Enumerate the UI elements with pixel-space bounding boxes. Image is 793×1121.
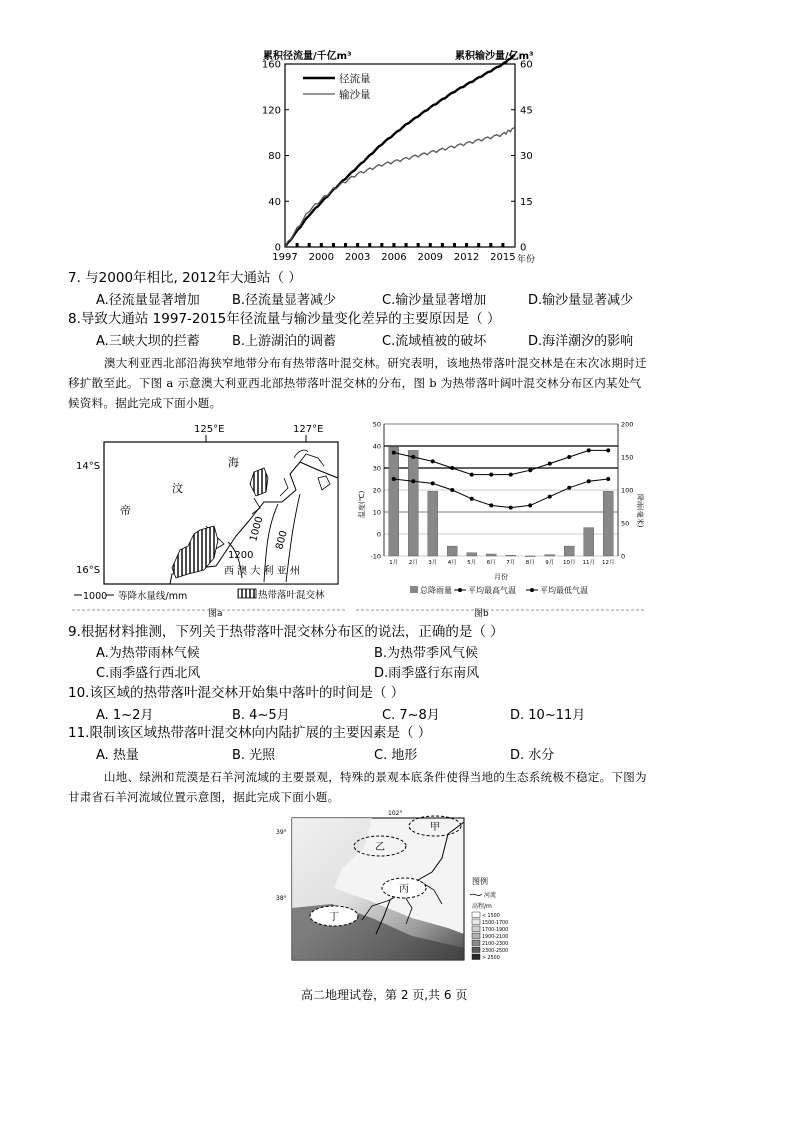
month-label: 11月 xyxy=(582,560,595,566)
annual-bar xyxy=(429,243,432,247)
lat-14: 14°S xyxy=(76,461,101,472)
isohyet-label-1000: 1000 xyxy=(248,515,266,543)
elev-swatch xyxy=(472,940,480,946)
annual-bar xyxy=(320,243,323,247)
month-label: 8月 xyxy=(525,560,535,566)
q10-option-b[interactable]: B. 4~5月 xyxy=(232,708,290,723)
right-tick-label: 30 xyxy=(520,151,533,162)
annual-bar xyxy=(380,243,383,247)
annual-bar xyxy=(477,243,480,247)
climate-chart xyxy=(356,418,646,618)
intro1-line2: 移扩散至此。下图 a 示意澳大利亚西北部热带落叶混交林的分布，图 b 为热带落叶阔叶混交林分布区内某处气 xyxy=(68,376,642,390)
annual-bar xyxy=(332,243,335,247)
rain-bar xyxy=(428,491,438,556)
min-temp-point xyxy=(392,477,396,481)
intro2-line1: 山地、绿洲和荒漠是石羊河流域的主要景观，特殊的景观本底条件使得当地的生态系统极不稳定。下图为 xyxy=(104,770,647,784)
max-temp-point xyxy=(489,473,493,477)
q7-stem: 7. 与2000年相比, 2012年大通站（ ） xyxy=(68,270,302,286)
q7-option-c[interactable]: C.输沙量显著增加 xyxy=(382,293,487,308)
caption-b: 图b xyxy=(474,609,489,618)
sea-label-3: 帝 xyxy=(120,504,131,517)
label-jia: 甲 xyxy=(430,822,440,833)
q9-option-b[interactable]: B.为热带季风气候 xyxy=(374,646,479,661)
month-label: 10月 xyxy=(563,560,576,566)
annual-bar xyxy=(344,243,347,247)
left-tick-label: 30 xyxy=(372,464,381,473)
map-a xyxy=(68,418,350,618)
q8-option-d[interactable]: D.海洋潮汐的影响 xyxy=(528,334,634,349)
legend-river-swatch xyxy=(470,894,482,895)
month-label: 12月 xyxy=(602,560,615,566)
max-temp-point xyxy=(587,448,591,452)
month-label: 4月 xyxy=(447,560,457,566)
right-tick-label: 0 xyxy=(520,242,527,254)
elev-class-label: 1700-1900 xyxy=(482,928,509,933)
q10-option-d[interactable]: D. 10~11月 xyxy=(510,708,586,723)
left-tick-label: 120 xyxy=(261,105,281,117)
x-tick-label: 2006 xyxy=(381,252,407,263)
annual-bar xyxy=(308,243,311,247)
rain-bar xyxy=(389,447,399,556)
month-label: 2月 xyxy=(408,560,418,566)
elev-class-label: 1500-1700 xyxy=(482,921,509,926)
right-tick-label: 60 xyxy=(520,59,533,71)
elev-class-label: > 2500 xyxy=(482,956,500,961)
lat-38: 38° xyxy=(276,895,287,902)
q9-option-a[interactable]: A.为热带雨林气候 xyxy=(96,646,200,661)
caption-a: 图a xyxy=(208,609,223,618)
left-axis-title: 累积径流量/千亿m³ xyxy=(263,51,352,62)
sea-label-1: 海 xyxy=(228,456,239,469)
elev-swatch xyxy=(472,947,480,953)
rain-bar xyxy=(545,555,555,556)
elev-class-label: < 1500 xyxy=(482,914,500,919)
legend-rain-swatch xyxy=(410,586,418,593)
q11-stem: 11.限制该区域热带落叶混交林向内陆扩展的主要因素是（ ） xyxy=(68,725,432,741)
page-footer: 高二地理试卷，第 2 页,共 6 页 xyxy=(301,988,468,1002)
annual-bar xyxy=(368,243,371,247)
chart2-right-title: 降雨(毫米) xyxy=(636,494,644,528)
rain-bar xyxy=(564,546,574,556)
q7-option-b[interactable]: B.径流量显著减少 xyxy=(232,293,337,308)
legend-max-temp: 平均最高气温 xyxy=(468,586,516,595)
lon-127: 127°E xyxy=(293,424,324,435)
x-axis-suffix: 年份 xyxy=(517,255,536,265)
sediment-line xyxy=(285,128,515,247)
rain-bar xyxy=(525,556,535,557)
left-tick-label: 160 xyxy=(261,59,281,71)
left-tick-label: 40 xyxy=(372,442,381,451)
right-tick-label: 45 xyxy=(520,105,533,117)
x-tick-label: 2000 xyxy=(308,252,335,263)
x-tick-label: 2003 xyxy=(344,252,371,263)
q10-option-a[interactable]: A. 1~2月 xyxy=(96,708,154,723)
intro1-line3: 候资料。据此完成下面小题。 xyxy=(68,396,222,410)
legend-forest-swatch xyxy=(238,589,256,598)
q7-option-d[interactable]: D.输沙量显著减少 xyxy=(528,293,634,308)
q9-option-d[interactable]: D.雨季盛行东南风 xyxy=(374,666,480,681)
right-tick-label: 0 xyxy=(621,552,626,561)
max-temp-point xyxy=(450,466,454,470)
min-temp-point xyxy=(470,497,474,501)
max-temp-line xyxy=(394,450,609,474)
elev-swatch xyxy=(472,933,480,939)
annual-bar xyxy=(489,243,492,247)
lat-39: 39° xyxy=(276,829,287,836)
legend-isohyet: 等降水量线/mm xyxy=(118,591,188,602)
intro1-line1: 澳大利亚西北部沿海狭窄地带分布有热带落叶混交林。研究表明，该地热带落叶混交林是在末次冰期时迁 xyxy=(104,356,647,370)
x-tick-label: 1997 xyxy=(272,252,298,263)
right-tick-label: 100 xyxy=(621,486,634,495)
right-tick-label: 15 xyxy=(520,196,533,208)
annual-bar xyxy=(465,243,468,247)
annual-bar xyxy=(501,243,504,247)
annual-bar xyxy=(356,243,359,247)
right-axis-title: 累积输沙量/亿m³ xyxy=(455,51,534,62)
legend-runoff: 径流量 xyxy=(339,73,371,85)
x-tick-label: 2012 xyxy=(453,252,480,263)
shiyang-map xyxy=(272,808,524,968)
max-temp-point xyxy=(431,459,435,463)
left-tick-label: 0 xyxy=(274,242,281,254)
isohyet-label-1200: 1200 xyxy=(228,550,254,561)
left-tick-label: -10 xyxy=(370,552,381,561)
x-tick-label: 2015 xyxy=(490,252,516,263)
left-tick-label: 80 xyxy=(268,151,281,162)
region-label: 西 澳 大 利 亚 州 xyxy=(224,566,300,577)
elev-swatch xyxy=(472,919,480,925)
max-temp-point xyxy=(548,462,552,466)
q8-stem: 8.导致大通站 1997-2015年径流量与输沙量变化差异的主要原因是（ ） xyxy=(68,311,501,327)
q11-option-c[interactable]: C. 地形 xyxy=(374,748,418,763)
min-temp-point xyxy=(528,503,532,507)
q9-option-c[interactable]: C.雨季盛行西北风 xyxy=(96,666,201,681)
label-yi: 乙 xyxy=(375,842,385,853)
month-label: 7月 xyxy=(506,560,516,566)
chart2-xlabel: 月份 xyxy=(494,573,508,581)
q8-option-a[interactable]: A.三峡大坝的拦蓄 xyxy=(96,334,200,349)
max-temp-point xyxy=(567,455,571,459)
min-temp-point xyxy=(489,503,493,507)
q10-option-c[interactable]: C. 7~8月 xyxy=(382,708,440,723)
x-tick-label: 2009 xyxy=(417,252,443,263)
q11-option-d[interactable]: D. 水分 xyxy=(510,748,555,763)
min-temp-point xyxy=(450,488,454,492)
runoff-line xyxy=(285,55,515,247)
legend-elev: 高程/m xyxy=(472,903,492,910)
annual-bar xyxy=(417,243,420,247)
month-label: 9月 xyxy=(545,560,555,566)
annual-bar xyxy=(392,243,395,247)
q9-stem: 9.根据材料推测，下列关于热带落叶混交林分布区的说法，正确的是（ ） xyxy=(68,624,504,640)
rain-bar xyxy=(408,450,418,556)
max-temp-point xyxy=(606,448,610,452)
min-temp-point xyxy=(411,479,415,483)
min-temp-point xyxy=(567,486,571,490)
left-tick-label: 0 xyxy=(376,530,381,539)
max-temp-point xyxy=(528,468,532,472)
max-temp-point xyxy=(392,451,396,455)
right-tick-label: 50 xyxy=(621,519,630,528)
annual-bar xyxy=(441,243,444,247)
month-label: 1月 xyxy=(389,560,399,566)
max-temp-point xyxy=(509,473,513,477)
min-temp-point xyxy=(548,495,552,499)
legend-min-temp: 平均最低气温 xyxy=(540,586,588,595)
month-label: 3月 xyxy=(428,560,438,566)
elev-class-label: 2300-2500 xyxy=(482,949,509,954)
rain-bar xyxy=(467,553,477,556)
rain-bar xyxy=(603,491,613,556)
annual-bar xyxy=(405,243,408,247)
plot-frame xyxy=(285,64,515,247)
legend-rain: 总降雨量 xyxy=(420,586,452,595)
right-tick-label: 200 xyxy=(621,420,634,429)
lon-125: 125°E xyxy=(194,424,225,435)
label-bing: 丙 xyxy=(399,884,409,895)
left-tick-label: 10 xyxy=(372,508,381,517)
annual-bar xyxy=(453,243,456,247)
chart2-left-title: 温度(℃) xyxy=(358,490,366,518)
legend-river: 河流 xyxy=(484,892,497,899)
lon-102: 102° xyxy=(388,810,403,817)
min-temp-line xyxy=(394,479,609,508)
elev-swatch xyxy=(472,954,480,960)
rain-bar xyxy=(486,554,496,556)
left-tick-label: 40 xyxy=(268,196,281,208)
month-label: 5月 xyxy=(467,560,477,566)
elev-class-label: 1900-2100 xyxy=(482,935,509,940)
legend-forest: 热带落叶混交林 xyxy=(258,590,325,601)
isohyet-label-800: 800 xyxy=(274,529,290,551)
q8-option-b[interactable]: B.上游湖泊的调蓄 xyxy=(232,334,337,349)
q10-stem: 10.该区域的热带落叶混交林开始集中落叶的时间是（ ） xyxy=(68,685,405,701)
left-tick-label: 20 xyxy=(372,486,381,495)
elev-class-label: 2100-2300 xyxy=(482,942,509,947)
month-label: 6月 xyxy=(486,560,496,566)
min-temp-point xyxy=(431,481,435,485)
legend-title: 图例 xyxy=(472,877,488,886)
legend-sediment: 输沙量 xyxy=(339,89,371,101)
elev-swatch xyxy=(472,912,480,918)
q8-option-c[interactable]: C.流域植被的破坏 xyxy=(382,334,487,349)
sea-label-2: 汶 xyxy=(172,482,183,495)
max-temp-point xyxy=(411,455,415,459)
min-temp-point xyxy=(606,477,610,481)
runoff-sediment-chart xyxy=(255,46,545,271)
label-ding: 丁 xyxy=(329,912,339,923)
left-tick-label: 50 xyxy=(372,420,381,429)
min-temp-point xyxy=(587,479,591,483)
rain-bar xyxy=(447,546,457,556)
elev-swatch xyxy=(472,926,480,932)
q7-option-a[interactable]: A.径流量显著增加 xyxy=(96,293,200,308)
annual-bar xyxy=(296,243,299,247)
lat-16: 16°S xyxy=(76,565,101,576)
max-temp-point xyxy=(470,473,474,477)
rain-bar xyxy=(506,555,516,556)
right-tick-label: 150 xyxy=(621,453,634,462)
min-temp-point xyxy=(509,506,513,510)
legend-iso-value: 1000 xyxy=(83,591,108,602)
q11-option-b[interactable]: B. 光照 xyxy=(232,748,276,763)
rain-bar xyxy=(584,528,594,556)
intro2-line2: 甘肃省石羊河流域位置示意图，据此完成下面小题。 xyxy=(68,790,340,804)
q11-option-a[interactable]: A. 热量 xyxy=(96,748,139,763)
